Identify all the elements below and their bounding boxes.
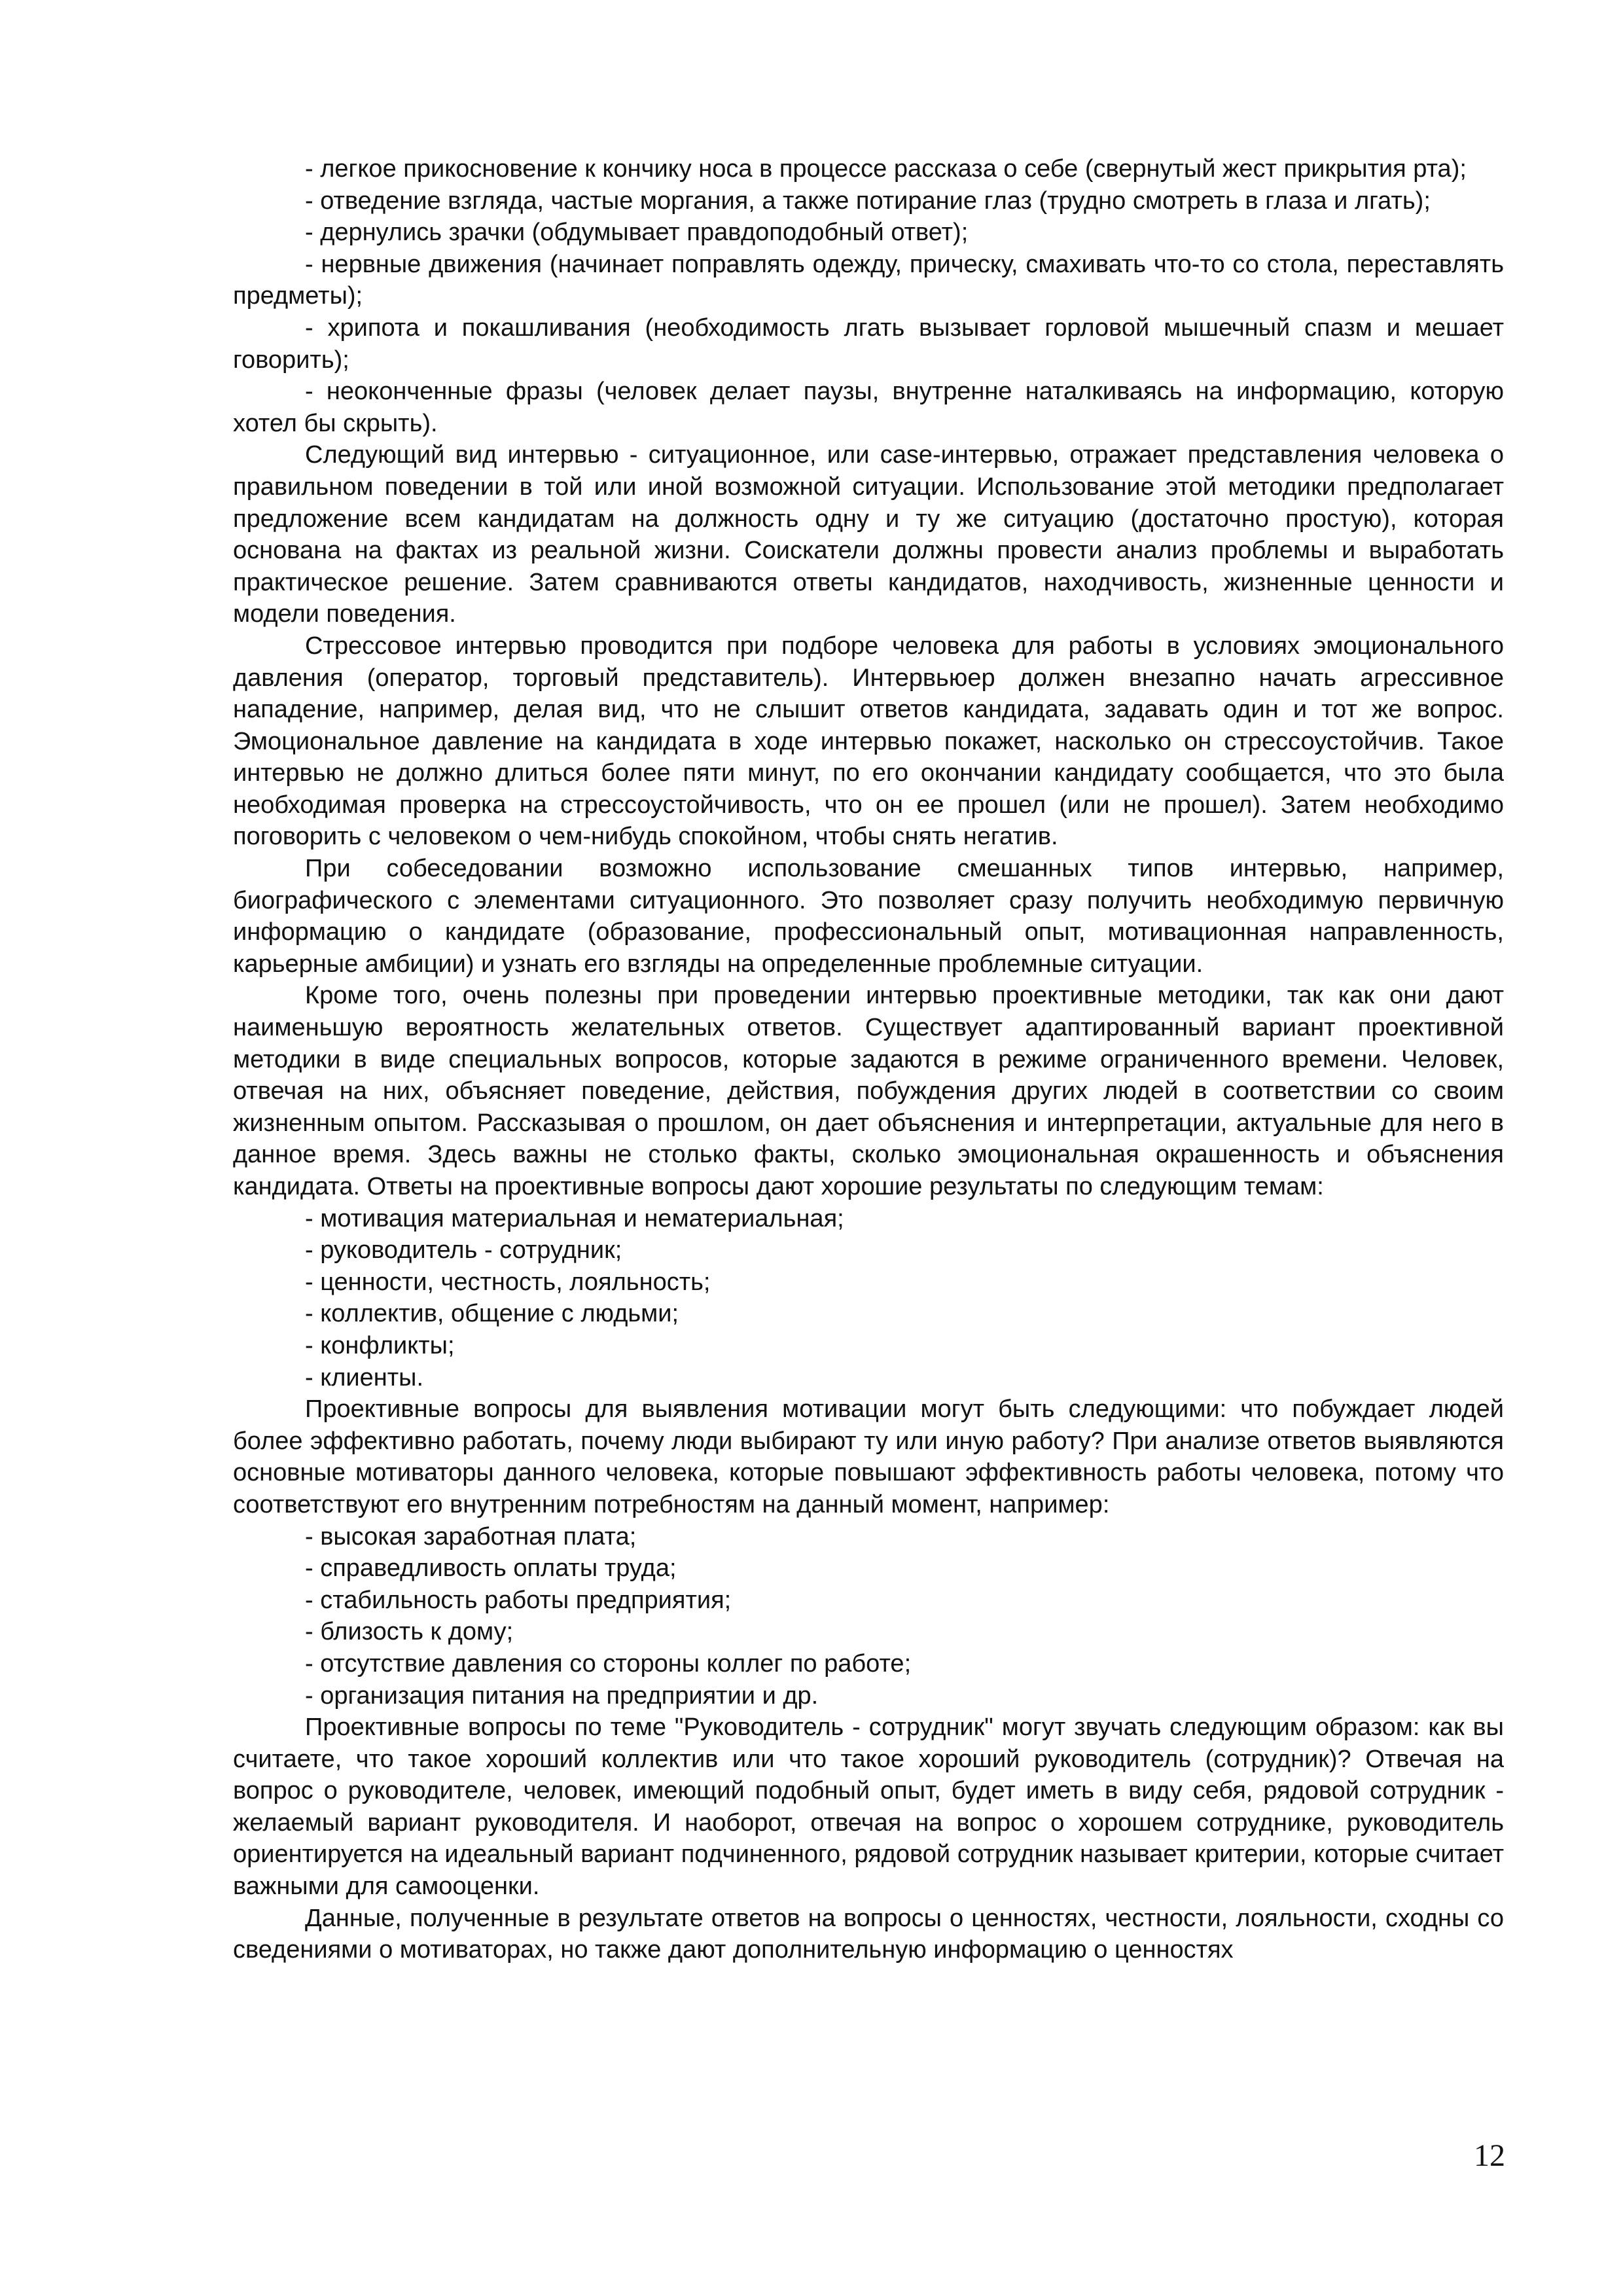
paragraph: Проективные вопросы для выявления мотивации могут быть следующими: что побуждает людей более эффективно работать, почему люди выбирают ту или иную работу? При анализе ответов выявляются основные мотиваторы данного человека, которые повышают эффективность работы человека, потому что соответствуют его внутренним потребностям на данный момент, например: <box>233 1395 1504 1518</box>
page-number: 12 <box>1474 2138 1505 2173</box>
paragraph: - дернулись зрачки (обдумывает правдоподобный ответ); <box>305 219 969 247</box>
list-item: - стабильность работы предприятия; <box>305 1586 732 1614</box>
list-item: - организация питания на предприятии и др. <box>305 1681 819 1710</box>
paragraph: - хрипота и покашливания (необходимость лгать вызывает горловой мышечный спазм и мешает говорить); <box>233 314 1504 374</box>
list-item: - ценности, честность, лояльность; <box>305 1268 711 1296</box>
list-item: - близость к дому; <box>305 1618 514 1646</box>
paragraph: - отведение взгляда, частые моргания, а также потирание глаз (трудно смотреть в глаза и лгать); <box>305 187 1431 215</box>
paragraph: При собеседовании возможно использование смешанных типов интервью, например, биографического с элементами ситуационного. Это позволяет сразу получить необходимую первичную информацию о кандидате (образование, профессиональный опыт, мотивационная направленность, карьерные амбиции) и узнать его взгляды на определенные проблемные ситуации. <box>233 855 1504 978</box>
paragraph: - нервные движения (начинает поправлять одежду, прическу, смахивать что-то со стола, переставлять предметы); <box>233 250 1504 310</box>
page-body-text <box>233 153 1504 1966</box>
list-item: - отсутствие давления со стороны коллег по работе; <box>305 1649 912 1677</box>
paragraph: - легкое прикосновение к кончику носа в процессе рассказа о себе (свернутый жест прикрытия рта); <box>305 155 1467 183</box>
list-item: - справедливость оплаты труда; <box>305 1554 677 1583</box>
paragraph: Стрессовое интервью проводится при подборе человека для работы в условиях эмоционального давления (оператор, торговый представитель). Интервьюер должен внезапно начать агрессивное нападение, например, делая вид, что не слышит ответов кандидата, задавать один и тот же вопрос. Эмоциональное давление на кандидата в ходе интервью покажет, насколько он стрессоустойчив. Такое интервью не должно длиться более пяти минут, по его окончании кандидату сообщается, что это была необходимая проверка на стрессоустойчивость, что он ее прошел (или не прошел). Затем необходимо поговорить с человеком о чем-нибудь спокойном, чтобы снять негатив. <box>233 632 1504 851</box>
list-item: - коллектив, общение с людьми; <box>305 1300 679 1328</box>
paragraph: Проективные вопросы по теме "Руководитель - сотрудник" могут звучать следующим образом: как вы считаете, что такое хороший коллектив или что такое хороший руководитель (сотрудник)? Отвечая на вопрос о руководителе, человек, имеющий подобный опыт, будет иметь в виду себя, рядовой сотрудник - желаемый вариант руководителя. И наоборот, отвечая на вопрос о хорошем сотруднике, руководитель ориентируется на идеальный вариант подчиненного, рядовой сотрудник называет критерии, которые считает важными для самооценки. <box>233 1713 1504 1901</box>
list-item: - конфликты; <box>305 1331 455 1359</box>
list-item: - высокая заработная плата; <box>305 1522 637 1551</box>
list-item: - клиенты. <box>305 1363 424 1391</box>
paragraph: Следующий вид интервью - ситуационное, или case-интервью, отражает представления человека о правильном поведении в той или иной возможной ситуации. Использование этой методики предполагает предложение всем кандидатам на должность одну и ту же ситуацию (достаточно простую), которая основана на фактах из реальной жизни. Соискатели должны провести анализ проблемы и выработать практическое решение. Затем сравниваются ответы кандидатов, находчивость, жизненные ценности и модели поведения. <box>233 441 1504 628</box>
paragraph: Данные, полученные в результате ответов на вопросы о ценностях, честности, лояльности, сходны со сведениями о мотиваторах, но также дают дополнительную информацию о ценностях <box>233 1904 1504 1964</box>
paragraph: - неоконченные фразы (человек делает паузы, внутренне наталкиваясь на информацию, которую хотел бы скрыть). <box>233 378 1504 437</box>
list-item: - мотивация материальная и нематериальная; <box>305 1204 844 1232</box>
paragraph: Кроме того, очень полезны при проведении интервью проективные методики, так как они дают наименьшую вероятность желательных ответов. Существует адаптированный вариант проективной методики в виде специальных вопросов, которые задаются в режиме ограниченного времени. Человек, отвечая на них, объясняет поведение, действия, побуждения других людей в соответствии со своим жизненным опытом. Рассказывая о прошлом, он дает объяснения и интерпретации, актуальные для него в данное время. Здесь важны не столько факты, сколько эмоциональная окрашенность и объяснения кандидата. Ответы на проективные вопросы дают хорошие результаты по следующим темам: <box>233 982 1504 1200</box>
list-item: - руководитель - сотрудник; <box>305 1236 622 1265</box>
